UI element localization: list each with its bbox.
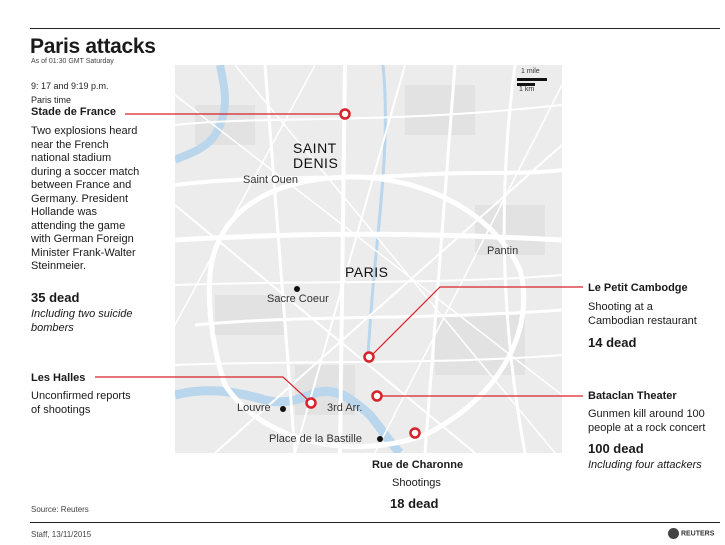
bataclan-dead-count: 100 dead (588, 441, 644, 456)
bastille-dot (377, 436, 383, 442)
cambodge-title: Le Petit Cambodge (588, 282, 688, 294)
as-of-text: As of 01:30 GMT Saturday (31, 58, 114, 65)
label-sacre-coeur: Sacre Coeur (267, 293, 329, 305)
bataclan-note: Including four attackers (588, 459, 702, 471)
credit-text: Staff, 13/11/2015 (31, 530, 92, 539)
scale-label-mile: 1 mile (521, 68, 540, 75)
time-line-2: Paris time (31, 95, 72, 105)
halles-title: Les Halles (31, 372, 86, 384)
bottom-rule (30, 522, 720, 523)
label-pantin: Pantin (487, 245, 519, 257)
label-3rd-arr: 3rd Arr. (327, 402, 363, 414)
charonne-dead-count: 18 dead (390, 496, 439, 511)
paris-map (175, 65, 562, 453)
charonne-title: Rue de Charonne (372, 459, 464, 471)
charonne-description: Shootings (392, 477, 441, 489)
time-line-1: 9: 17 and 9:19 p.m. (31, 81, 109, 91)
bataclan-title: Bataclan Theater (588, 390, 677, 402)
map-graphic (175, 65, 562, 453)
stade-description: Two explosions heard near the French national stadium during a soccer match between France and Germany. President Hollande was attending the game with German Foreign Minister Frank-Walter Steinmeier. (31, 125, 140, 272)
page-title: Paris attacks (30, 35, 156, 58)
label-bastille: Place de la Bastille (269, 433, 362, 445)
label-denis: DENIS (293, 155, 339, 171)
stade-note: Including two suicide bombers (31, 308, 133, 334)
scale-label-km: 1 km (519, 86, 535, 93)
sacre-coeur-dot (294, 286, 300, 292)
stade-dead-count: 35 dead (31, 290, 80, 305)
louvre-dot (280, 406, 286, 412)
label-paris: PARIS (345, 264, 389, 280)
label-louvre: Louvre (237, 402, 271, 414)
reuters-logo: REUTERS (668, 528, 714, 539)
bataclan-description: Gunmen kill around 100 people at a rock concert (588, 408, 706, 434)
source-text: Source: Reuters (31, 505, 89, 514)
stade-title: Stade de France (31, 106, 116, 118)
cambodge-dead-count: 14 dead (588, 335, 637, 350)
label-saint: SAINT (293, 140, 337, 156)
reuters-logo-icon (668, 528, 679, 539)
top-rule (30, 28, 720, 29)
cambodge-description: Shooting at a Cambodian restaurant (588, 301, 697, 327)
halles-description: Unconfirmed reports of shootings (31, 390, 131, 416)
label-saint-ouen: Saint Ouen (243, 174, 299, 186)
